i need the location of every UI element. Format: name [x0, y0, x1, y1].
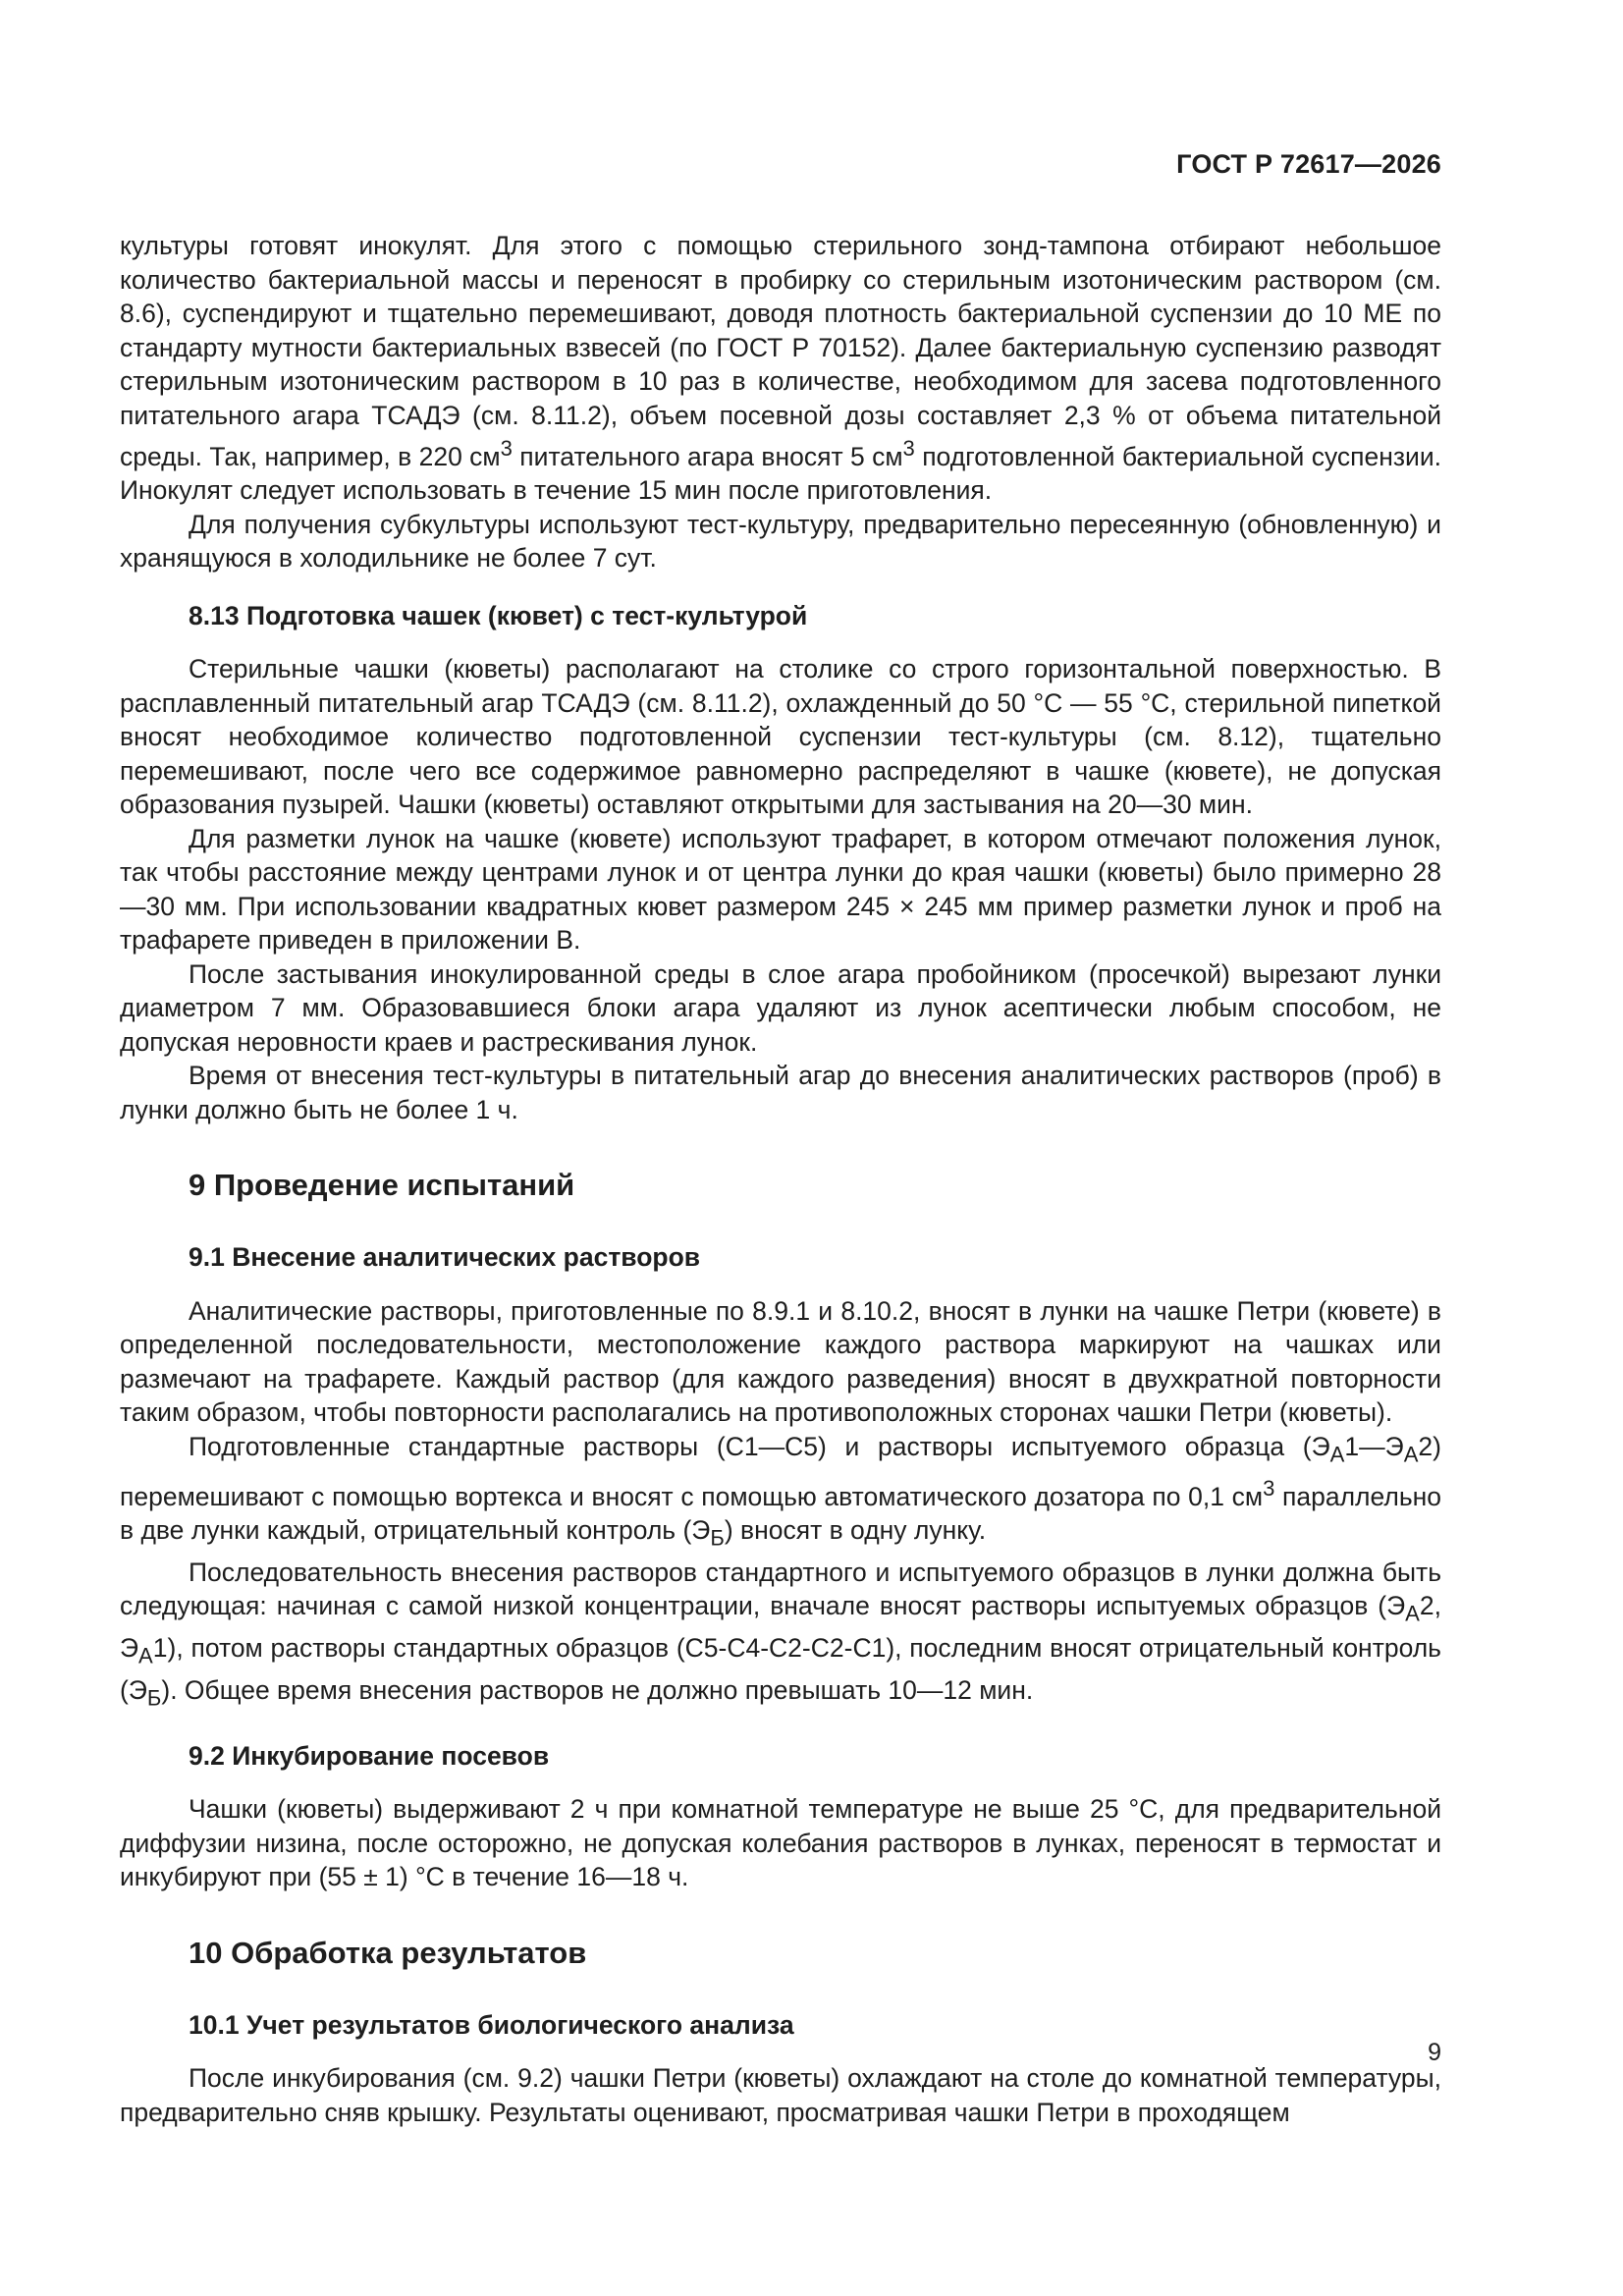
- paragraph: Подготовленные стандартные растворы (С1—С5) и растворы испытуемого образца $(Э_А1—Э_А2)$ перемешивают с помощью вортекса и вносят с помощью автоматического дозатора по 0,1 $см^3$ параллельно в две лунки каждый, отрицательный контроль $(Э_Б)$ вносят в одну лунку.: [120, 1431, 1442, 1551]
- spacer: [120, 1126, 1441, 1166]
- paragraph: После инкубирования (см. 9.2) чашки Петри (кюветы) охлаждают на столе до комнатной температуры, предварительно сняв крышку. Результаты оценивают, просматривая чашки Петри в проходящем: [120, 2063, 1441, 2127]
- paragraph: Чашки (кюветы) выдерживают 2 ч при комнатной температуре не выше 25 °C, для предварительной диффузии низина, после осторожно, не допуская колебания растворов в лунках, переносят в термостат и инкубируют при (55 ± 1) °C в течение 16—18 ч.: [120, 1794, 1441, 1892]
- section-heading: 10 Обработка результатов: [189, 1935, 587, 1970]
- section-heading: 9 Проведение испытаний: [189, 1168, 575, 1203]
- spacer: [120, 575, 1441, 599]
- standard-designation: ГОСТ Р 72617—2026: [1176, 149, 1441, 179]
- page-number: 9: [1428, 2039, 1441, 2066]
- spacer: [120, 1275, 1441, 1294]
- subsection-heading: 9.1 Внесение аналитических растворов: [189, 1242, 701, 1273]
- spacer: [120, 1716, 1441, 1739]
- document-body: [120, 229, 1441, 2129]
- spacer: [120, 2042, 1441, 2061]
- subsection-heading: 9.2 Инкубирование посевов: [189, 1740, 550, 1771]
- spacer: [120, 632, 1441, 652]
- paragraph: Для разметки лунок на чашке (кювете) используют трафарет, в котором отмечают положения лунок, так чтобы расстояние между центрами лунок и от центра лунки до края чашки (кюветы) было примерно 28—30 мм. При использовании квадратных кювет размером 245 × 245 мм пример разметки лунок и проб на трафарете приведен в приложении В.: [120, 823, 1441, 956]
- spacer: [120, 1205, 1441, 1240]
- paragraph: Последовательность внесения растворов стандартного и испытуемого образцов в лунки должна быть следующая: начиная с самой низкой концентрации, вначале вносят растворы испытуемых образцов ($Э_А2$, $Э_А1$), потом растворы стандартных образцов (С5-С4-С2-С2-С1), последним вносят отрицательный контроль $(Э_Б)$. Общее время внесения растворов не должно превышать 10—12 мин.: [120, 1557, 1441, 1711]
- paragraph: Время от внесения тест-культуры в питательный агар до внесения аналитических растворов (проб) в лунки должно быть не более 1 ч.: [120, 1061, 1441, 1124]
- subsection-heading: 8.13 Подготовка чашек (кювет) с тест-культурой: [189, 600, 808, 630]
- paragraph: После застывания инокулированной среды в слое агара пробойником (просечкой) вырезают лунки диаметром 7 мм. Образовавшиеся блоки агара удаляют из лунок асептически любым способом, не допуская неровности краев и растрескивания лунок.: [120, 958, 1441, 1057]
- spacer: [120, 1894, 1441, 1934]
- spacer: [120, 1973, 1441, 2008]
- spacer: [120, 1773, 1441, 1792]
- paragraph: культуры готовят инокулят. Для этого с помощью стерильного зонд-тампона отбирают небольшое количество бактериальной массы и переносят в пробирку со стерильным изотоническим раствором (см. 8.6), суспендируют и тщательно перемешивают, доводя плотность бактериальной суспензии до 10 МЕ по стандарту мутности бактериальных взвесей (по ГОСТ Р 70152). Далее бактериальную суспензию разводят стерильным изотоническим раствором в 10 раз в количестве, необходимом для засева подготовленного питательного агара ТСАДЭ (см. 8.11.2), объем посевной дозы составляет 2,3 % от объема питательной среды. Так, например, в 220 $см^3$ питательного агара вносят 5 $см^3$ подготовленной бактериальной суспензии. Инокулят следует использовать в течение 15 мин после приготовления.: [120, 231, 1441, 506]
- subsection-heading: 10.1 Учет результатов биологического анализа: [189, 2009, 794, 2040]
- paragraph: Для получения субкультуры используют тест-культуру, предварительно пересеянную (обновленную) и хранящуюся в холодильнике не более 7 сут.: [120, 509, 1441, 574]
- paragraph: Аналитические растворы, приготовленные по 8.9.1 и 8.10.2, вносят в лунки на чашке Петри (кювете) в определенной последовательности, местоположение каждого раствора маркируют на чашках или размечают на трафарете. Каждый раствор (для каждого разведения) вносят в двухкратной повторности таким образом, чтобы повторности располагались на противоположных сторонах чашки Петри (кюветы).: [120, 1295, 1441, 1428]
- paragraph: Стерильные чашки (кюветы) располагают на столике со строго горизонтальной поверхностью. В расплавленный питательный агар ТСАДЭ (см. 8.11.2), охлажденный до 50 °C — 55 °C, стерильной пипеткой вносят необходимое количество подготовленной суспензии тест-культуры (см. 8.12), тщательно перемешивают, после чего все содержимое равномерно распределяют в чашке (кювете), не допуская образования пузырей. Чашки (кюветы) оставляют открытыми для застывания на 20—30 мин.: [120, 654, 1441, 820]
